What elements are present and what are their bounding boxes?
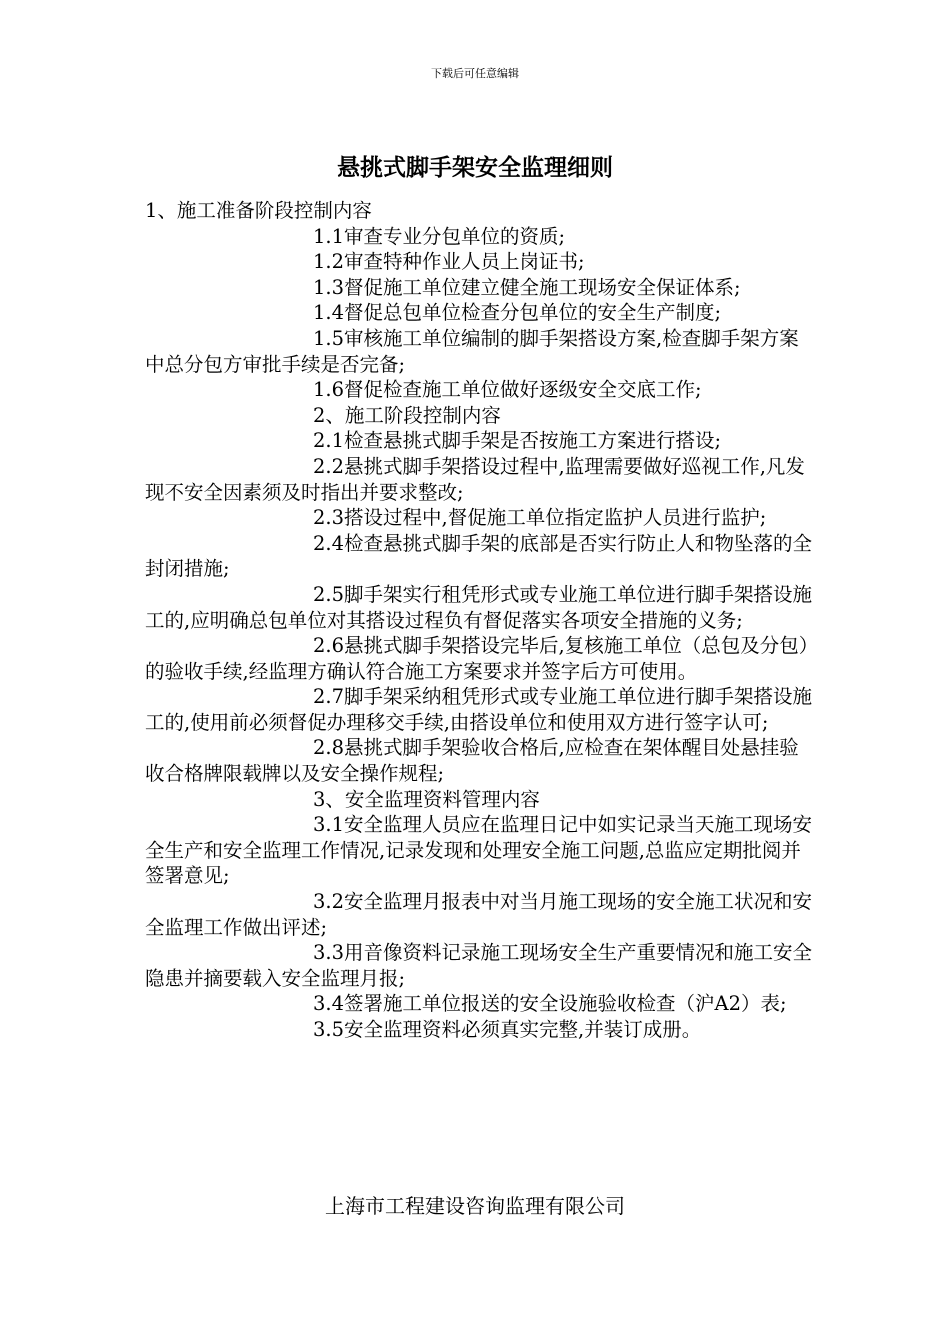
section-heading-1: 1、施工准备阶段控制内容 [145,199,372,222]
clause-1-1: 1.1审查专业分包单位的资质; [313,224,566,248]
clause-1-5: 1.5审核施工单位编制的脚手架搭设方案,检查脚手架方案中总分包方审批手续是否完备; [145,326,799,376]
header-note: 下载后可任意编辑 [431,67,519,80]
clause-3-3: 3.3用音像资料记录施工现场安全生产重要情况和施工安全隐患并摘要载入安全监理月报; [145,941,813,990]
clause-2-2: 2.2悬挑式脚手架搭设过程中,监理需要做好巡视工作,凡发现不安全因素须及时指出并要求整改; [145,454,805,504]
section-heading-3: 3、安全监理资料管理内容 [313,787,540,811]
document-title: 悬挑式脚手架安全监理细则 [337,155,613,181]
clause-2-3: 2.3搭设过程中,督促施工单位指定监护人员进行监护; [313,506,767,530]
clause-3-2: 3.2安全监理月报表中对当月施工现场的安全施工状况和安全监理工作做出评述; [145,890,813,939]
clause-1-6: 1.6督促检查施工单位做好逐级安全交底工作; [313,378,702,402]
section-heading-2: 2、施工阶段控制内容 [313,403,501,427]
clause-2-6: 2.6悬挑式脚手架搭设完毕后,复核施工单位（总包及分包）的验收手续,经监理方确认符合施工方案要求并签字后方可使用。 [145,634,809,683]
clause-2-1: 2.1检查悬挑式脚手架是否按施工方案进行搭设; [313,429,722,453]
clause-3-1: 3.1安全监理人员应在监理日记中如实记录当天施工现场安全生产和安全监理工作情况,记录发现和处理安全施工问题,总监应定期批阅并签署意见; [145,813,813,888]
clause-3-5: 3.5安全监理资料必须真实完整,并装订成册。 [313,1018,702,1041]
clause-1-3: 1.3督促施工单位建立健全施工现场安全保证体系; [313,275,741,299]
clause-2-8: 2.8悬挑式脚手架验收合格后,应检查在架体醒目处悬挂验收合格牌限载牌以及安全操作规程; [145,736,799,786]
clause-3-4: 3.4签署施工单位报送的安全设施验收检查（沪A2）表; [313,992,787,1016]
clause-2-4: 2.4检查悬挑式脚手架的底部是否实行防止人和物坠落的全封闭措施; [145,531,813,581]
clause-1-4: 1.4督促总包单位检查分包单位的安全生产制度; [313,301,722,325]
clause-2-7: 2.7脚手架采纳租凭形式或专业施工单位进行脚手架搭设施工的,使用前必须督促办理移交手续,由搭设单位和使用双方进行签字认可; [145,685,813,734]
clause-1-2: 1.2审查特种作业人员上岗证书; [313,250,585,274]
issuing-organization: 上海市工程建设咨询监理有限公司 [325,1194,625,1218]
clause-2-5: 2.5脚手架实行租凭形式或专业施工单位进行脚手架搭设施工的,应明确总包单位对其搭设过程负有督促落实各项安全措施的义务; [145,582,813,632]
document-body [145,198,815,1043]
